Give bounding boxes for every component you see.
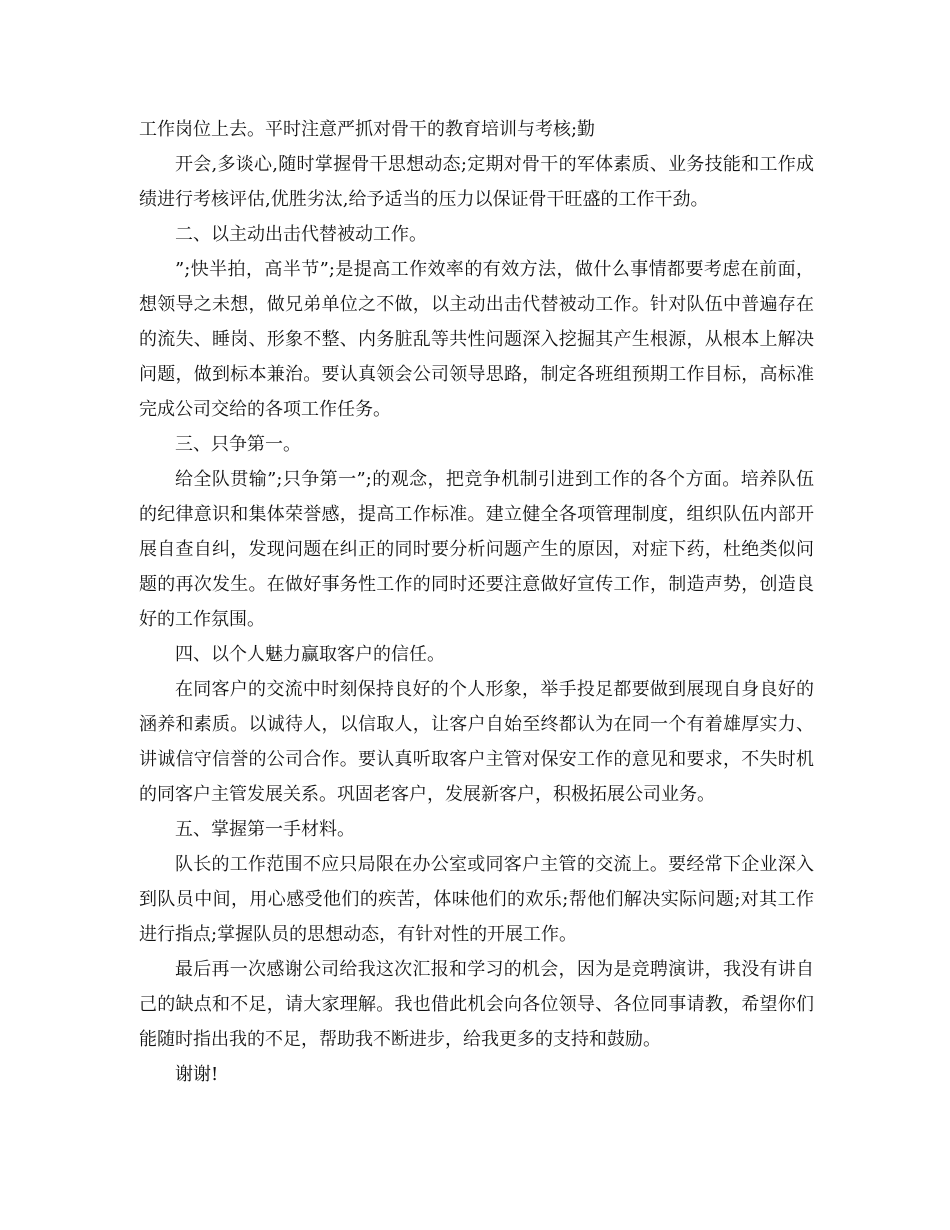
closing-thanks: 谢谢! [175,1064,219,1085]
section-heading: 二、以主动出击代替被动工作。 [175,224,427,245]
paragraph-body: 开会,多谈心,随时掌握骨干思想动态;定期对骨干的军体素质、业务技能和工作成绩进行考核评估,优胜劣汰,给予适当的压力以保证骨干旺盛的工作干劲。 [139,154,814,210]
paragraph-body: 在同客户的交流中时刻保持良好的个人形象，举手投足都要做到展现自身良好的涵养和素质。以诚待人，以信取人，让客户自始至终都认为在同一个有着雄厚实力、讲诚信守信誉的公司合作。要认真听取客户主管对保安工作的意见和要求，不失时机的同客户主管发展关系。巩固老客户，发展新客户，积极拓展公司业务。 [139,679,814,805]
document-body [139,112,814,1092]
section-heading: 五、掌握第一手材料。 [175,819,355,840]
section-heading: 三、只争第一。 [175,434,301,455]
paragraph-body: 给全队贯输”;只争第一”;的观念，把竞争机制引进到工作的各个方面。培养队伍的纪律意识和集体荣誉感，提高工作标准。建立健全各项管理制度，组织队伍内部开展自查自纠，发现问题在纠正的同时要分析问题产生的原因，对症下药，杜绝类似问题的再次发生。在做好事务性工作的同时还要注意做好宣传工作，制造声势，创造良好的工作氛围。 [139,469,814,630]
paragraph-body: 最后再一次感谢公司给我这次汇报和学习的机会，因为是竞聘演讲，我没有讲自己的缺点和不足，请大家理解。我也借此机会向各位领导、各位同事请教，希望你们能随时指出我的不足，帮助我不断进步，给我更多的支持和鼓励。 [139,959,814,1050]
section-heading: 四、以个人魅力赢取客户的信任。 [175,644,445,665]
paragraph-body: 队长的工作范围不应只局限在办公室或同客户主管的交流上。要经常下企业深入到队员中间，用心感受他们的疾苦，体味他们的欢乐;帮他们解决实际问题;对其工作进行指点;掌握队员的思想动态，有针对性的开展工作。 [139,854,814,945]
paragraph-body: ”;快半拍，高半节”;是提高工作效率的有效方法，做什么事情都要考虑在前面，想领导之未想，做兄弟单位之不做，以主动出击代替被动工作。针对队伍中普遍存在的流失、睡岗、形象不整、内务脏乱等共性问题深入挖掘其产生根源，从根本上解决问题，做到标本兼治。要认真领会公司领导思路，制定各班组预期工作目标，高标准完成公司交给的各项工作任务。 [139,259,814,420]
paragraph-continuation: 工作岗位上去。平时注意严抓对骨干的教育培训与考核;勤 [139,119,596,140]
